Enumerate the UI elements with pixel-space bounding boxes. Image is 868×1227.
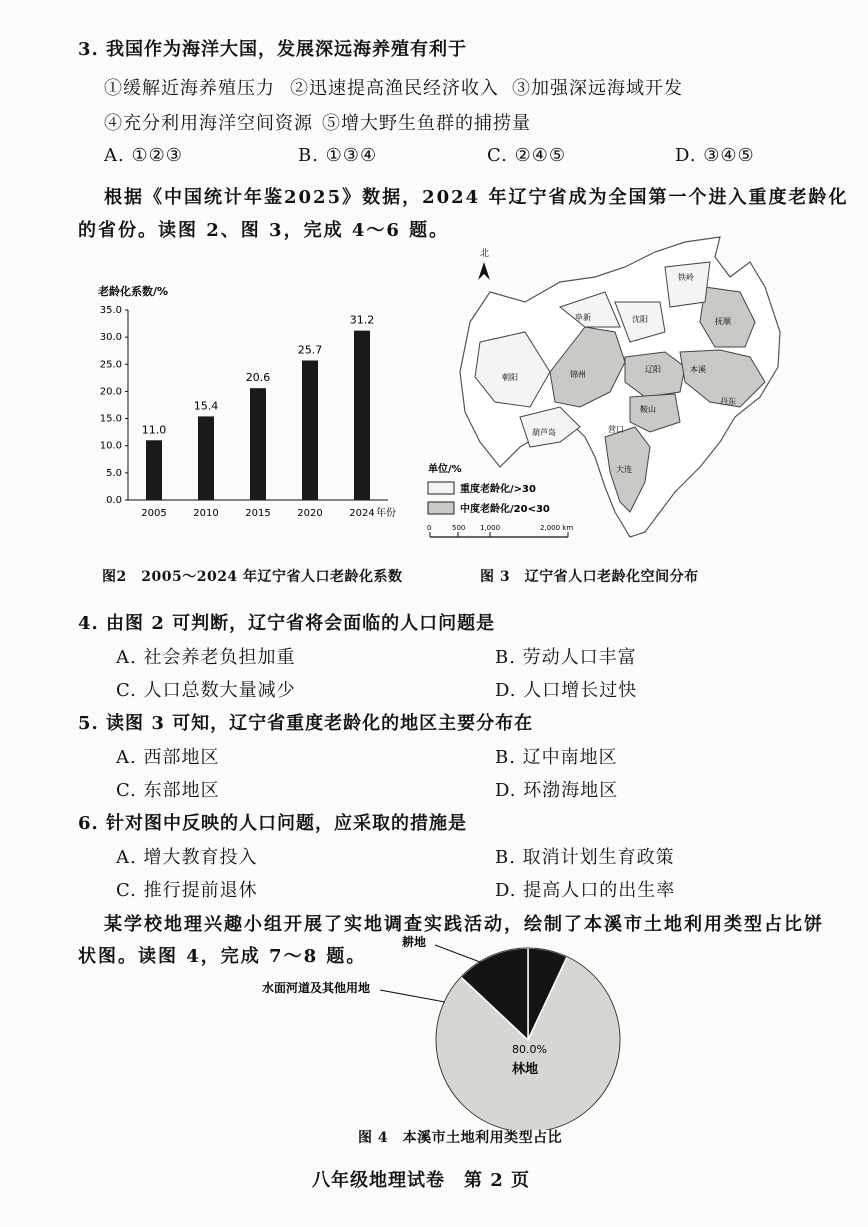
city-label-jinzhou: 锦州: [570, 370, 586, 379]
city-label-dandong: 丹东: [720, 397, 736, 406]
q5-option-a: A. 西部地区: [116, 747, 220, 768]
fig2-bar-value-label: 31.2: [349, 313, 375, 327]
pie-label-water: 水面河道及其他用地: [262, 981, 371, 995]
fig2-bar: [302, 360, 318, 500]
fig2-bar-value-label: 20.6: [245, 371, 271, 385]
fig2-bar-value-label: 11.0: [141, 423, 167, 437]
fig2-bar: [354, 331, 370, 500]
q5-option-d: D. 环渤海地区: [495, 780, 619, 801]
q4-option-a: A. 社会养老负担加重: [116, 647, 296, 668]
city-label-dalian: 大连: [616, 465, 632, 474]
scale-label-0: 0: [427, 524, 432, 532]
intro1-line1: 根据《中国统计年鉴2025》数据，2024 年辽宁省成为全国第一个进入重度老龄化: [104, 187, 849, 208]
fig2-category-label: 2010: [193, 508, 219, 519]
city-label-shenyang: 沈阳: [632, 315, 648, 324]
fig2-ytick-label: 15.0: [99, 413, 122, 425]
fig2-category-label: 2005: [141, 508, 167, 519]
pie-label-farmland: 耕地: [402, 935, 427, 949]
city-label-huludao: 葫芦岛: [532, 428, 556, 437]
q6-option-c: C. 推行提前退休: [116, 880, 258, 901]
q4-option-c: C. 人口总数大量减少: [116, 680, 296, 701]
scale-label-1000: 1,000: [480, 524, 501, 532]
north-label: 北: [480, 249, 490, 259]
legend-label-heavy: 重度老龄化/>30: [460, 484, 536, 495]
q3-item-2: ②迅速提高渔民经济收入: [290, 78, 499, 99]
city-label-fuxin: 阜新: [575, 313, 591, 322]
q6-option-d: D. 提高人口的出生率: [495, 880, 676, 901]
city-label-yingkou: 营口: [608, 425, 624, 434]
fig2-bar-value-label: 25.7: [297, 343, 323, 357]
q3-item-5: ⑤增大野生鱼群的捕捞量: [322, 113, 531, 134]
fig2-ytick-label: 35.0: [99, 305, 122, 316]
fig2-ytick-label: 25.0: [99, 359, 122, 371]
intro2-line2: 状图。读图 4，完成 7～8 题。: [78, 946, 367, 967]
page-footer: 八年级地理试卷 第 2 页: [312, 1170, 531, 1191]
q6-option-b: B. 取消计划生育政策: [495, 847, 675, 868]
legend-swatch-heavy: [428, 482, 454, 494]
fig2-bar-value-label: 15.4: [193, 399, 219, 413]
fig4-caption: 图 4 本溪市土地利用类型占比: [358, 1130, 563, 1146]
fig2-bar: [146, 440, 162, 500]
city-label-benxi: 本溪: [690, 365, 706, 374]
city-label-tieling: 铁岭: [678, 273, 694, 282]
q3-stem: 3. 我国作为海洋大国，发展深远海养殖有利于: [78, 39, 468, 60]
scale-label-2000: 2,000 km: [540, 524, 574, 532]
pie-value-forest: 80.0%: [512, 1043, 547, 1056]
fig2-category-label: 2015: [245, 508, 271, 519]
fig2-bar: [250, 388, 266, 500]
city-label-chaoyang: 朝阳: [502, 373, 518, 382]
q5-option-c: C. 东部地区: [116, 780, 220, 801]
q4-option-d: D. 人口增长过快: [495, 680, 638, 701]
fig2-ytick-label: 30.0: [99, 332, 122, 344]
legend-title: 单位/%: [428, 464, 462, 475]
q3-item-1: ①缓解近海养殖压力: [104, 78, 275, 99]
fig2-ytick-label: 20.0: [99, 386, 122, 398]
q3-item-4: ④充分利用海洋空间资源: [104, 113, 313, 134]
q3-option-d: D. ③④⑤: [675, 145, 755, 166]
fig2-caption: 图2 2005～2024 年辽宁省人口老龄化系数: [102, 569, 403, 585]
fig2-bar: [198, 416, 214, 500]
city-label-anshan: 鞍山: [640, 405, 656, 414]
fig4-pie-chart: [250, 930, 790, 1130]
north-arrow-icon: [478, 247, 490, 280]
fig2-ytick-label: 10.0: [99, 440, 122, 452]
q5-stem: 5. 读图 3 可知，辽宁省重度老龄化的地区主要分布在: [78, 713, 534, 734]
q3-option-c: C. ②④⑤: [487, 145, 566, 166]
intro1-line2: 的省份。读图 2、图 3，完成 4～6 题。: [78, 220, 450, 241]
q6-stem: 6. 针对图中反映的人口问题，应采取的措施是: [78, 813, 468, 834]
fig2-ylabel: 老龄化系数/%: [98, 285, 169, 298]
q5-option-b: B. 辽中南地区: [495, 747, 618, 768]
q6-option-a: A. 增大教育投入: [116, 847, 258, 868]
region-heavy-tieling: [665, 262, 710, 307]
intro2-line1: 某学校地理兴趣小组开展了实地调查实践活动，绘制了本溪市土地利用类型占比饼: [104, 914, 824, 935]
q3-option-a: A. ①②③: [104, 145, 183, 166]
q4-option-b: B. 劳动人口丰富: [495, 647, 637, 668]
fig2-x-unit: 年份: [376, 508, 396, 519]
city-label-liaoyang: 辽阳: [645, 365, 661, 374]
fig2-category-label: 2024: [349, 508, 375, 519]
fig2-category-label: 2020: [297, 508, 323, 519]
fig3-caption: 图 3 辽宁省人口老龄化空间分布: [480, 569, 699, 585]
fig2-ytick-label: 0.0: [106, 495, 122, 506]
q3-option-b: B. ①③④: [298, 145, 378, 166]
pie-label-forest: 林地: [512, 1062, 539, 1077]
city-label-fushun: 抚顺: [715, 317, 731, 326]
legend-swatch-moderate: [428, 502, 454, 514]
fig2-bar-chart: [80, 275, 420, 525]
fig3-map: [420, 232, 800, 552]
q3-item-3: ③加强深远海域开发: [512, 78, 683, 99]
fig2-ytick-label: 5.0: [106, 467, 122, 479]
scale-bar: [427, 524, 573, 537]
q4-stem: 4. 由图 2 可判断，辽宁省将会面临的人口问题是: [78, 613, 496, 634]
legend-label-moderate: 中度老龄化/20<30: [460, 504, 550, 515]
scale-label-500: 500: [452, 524, 466, 532]
